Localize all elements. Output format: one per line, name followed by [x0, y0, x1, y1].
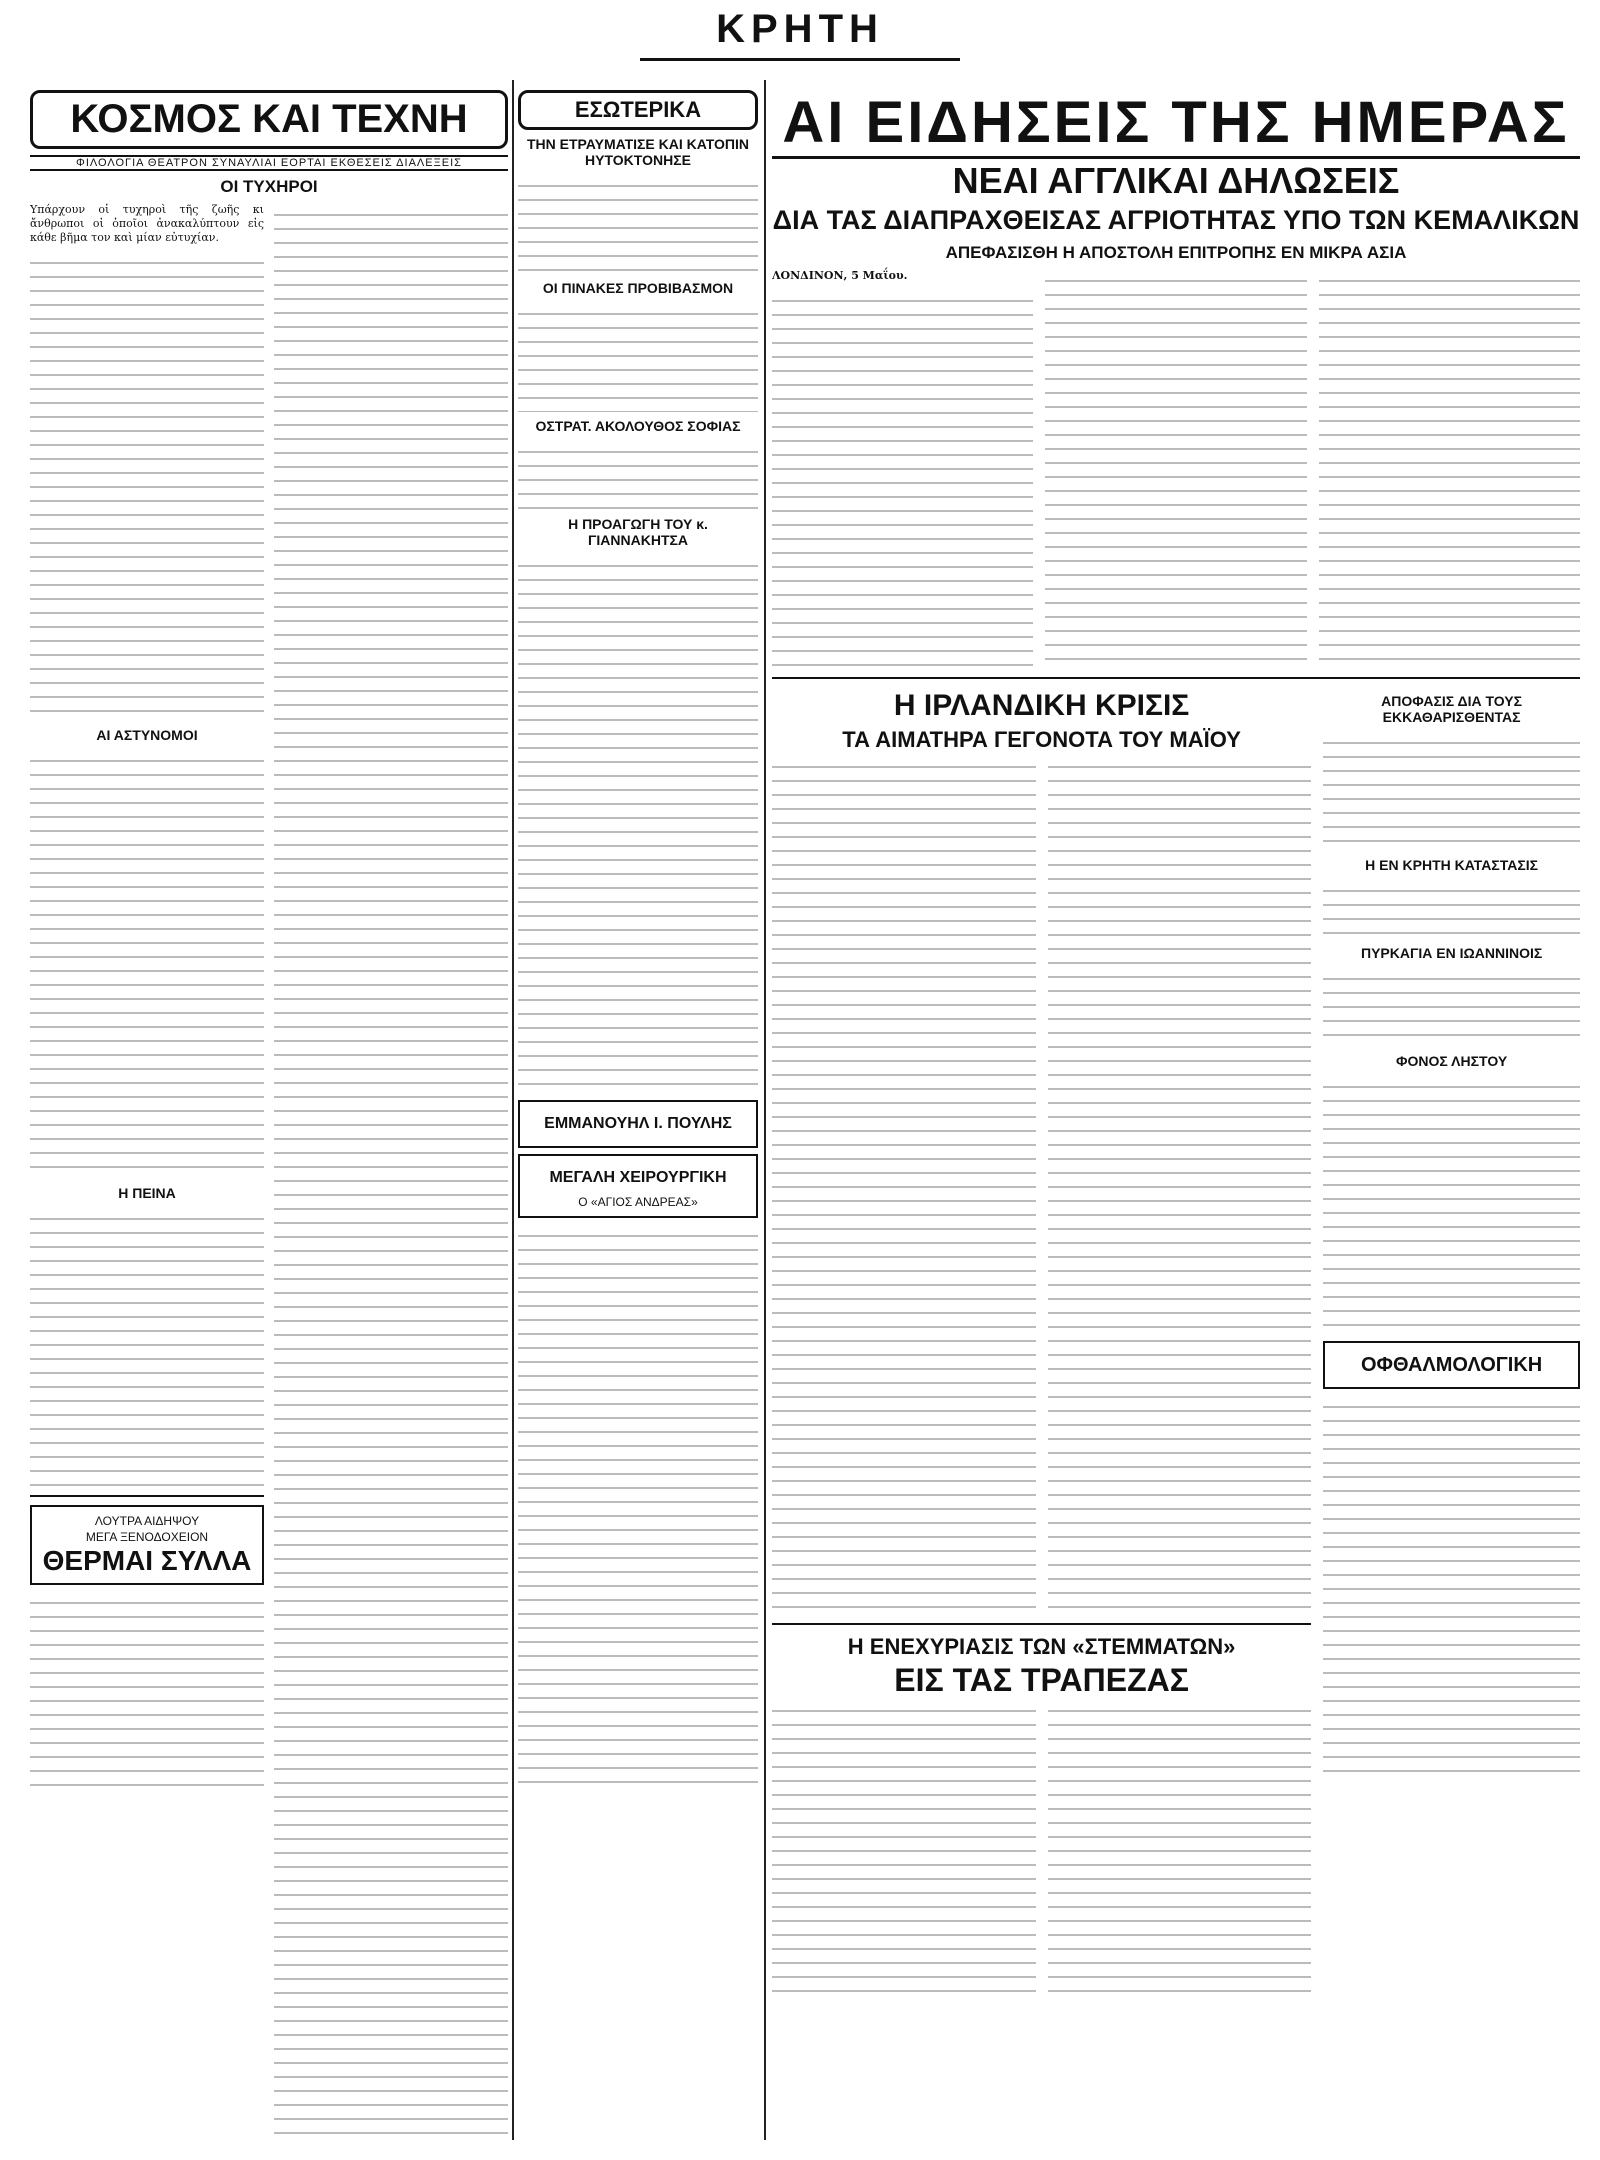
article-text-block — [1323, 1075, 1580, 1335]
article-text-block — [30, 251, 264, 721]
article-text-block — [518, 1224, 758, 1784]
advertisement: ΟΦΘΑΛΜΟΛΟΓΙΚΗ — [1323, 1341, 1580, 1389]
article-text-block — [30, 1591, 264, 1791]
article-text-block — [30, 749, 264, 1179]
headline: Η ΙΡΛΑΝΔΙΚΗ ΚΡΙΣΙΣ — [893, 689, 1190, 722]
article-text-block — [518, 554, 758, 1094]
article-text-block — [1045, 269, 1306, 669]
article-title: ΦΟΝΟΣ ΛΗΣΤΟΥ — [1396, 1053, 1508, 1069]
article-text-block — [274, 203, 508, 2140]
article-title: ΠΥΡΚΑΓΙΑ ΕΝ ΙΩΑΝΝΙΝΟΙΣ — [1360, 945, 1543, 961]
article-title: Η ΕΝ ΚΡΗΤΗ ΚΑΤΑΣΤΑΣΙΣ — [1365, 857, 1539, 873]
article-text-block — [1323, 967, 1580, 1047]
column-news — [772, 90, 1580, 2140]
article-title: ΟΣΤΡΑΤ. ΑΚΟΛΟΥΘΟΣ ΣΟΦΙΑΣ — [535, 418, 741, 434]
section-subtitle: ΦΙΛΟΛΟΓΙΑ ΘΕΑΤΡΟΝ ΣΥΝΑΥΛΙΑΙ ΕΟΡΤΑΙ ΕΚΘΕΣΕΙΣ ΔΙΑΛΕΞΕΙΣ — [30, 155, 508, 171]
article-title: ΑΠΟΦΑΣΙΣ ΔΙΑ ΤΟΥΣ ΕΚΚΑΘΑΡΙΣΘΕΝΤΑΣ — [1381, 693, 1523, 725]
main-headline: ΑΙ ΕΙΔΗΣΕΙΣ ΤΗΣ ΗΜΕΡΑΣ — [772, 90, 1580, 159]
article-text-block — [1048, 755, 1312, 1615]
article-text: Υπάρχουν οἱ τυχηροὶ τῆς ζωῆς κι ἄνθρωποι οἱ ὁποῖοι ἀνακαλύπτουν εἰς κάθε βῆμα τον καὶ μίαν εὐτυχίαν. — [30, 203, 264, 244]
article-title: ΑΙ ΑΣΤΥΝΟΜΟΙ — [96, 727, 198, 743]
article-text-block — [1323, 731, 1580, 851]
headline: ΝΕΑΙ ΑΓΓΛΙΚΑΙ ΔΗΛΩΣΕΙΣ — [952, 160, 1400, 201]
masthead: ΚΡΗΤΗ — [640, 0, 960, 61]
advertisement: ΕΜΜΑΝΟΥΗΛ Ι. ΠΟΥΛΗΣ — [518, 1100, 758, 1148]
section-title: ΚΟΣΜΟΣ ΚΑΙ ΤΕΧΝΗ — [30, 90, 508, 149]
advertisement: ΛΟΥΤΡΑ ΑΙΔΗΨΟΥ ΜΕΓΑ ΞΕΝΟΔΟΧΕΙΟΝ ΘΕΡΜΑΙ ΣΥΛΛΑ — [30, 1505, 264, 1585]
headline: Η ΕΝΕΧΥΡΙΑΣΙΣ ΤΩΝ «ΣΤΕΜΜΑΤΩΝ» — [847, 1634, 1236, 1659]
article-text-block — [518, 440, 758, 510]
column-rule — [512, 80, 514, 2140]
advertisement: ΜΕΓΑΛΗ ΧΕΙΡΟΥΡΓΙΚΗ Ο «ΑΓΙΟΣ ΑΝΔΡΕΑΣ» — [518, 1154, 758, 1218]
headline: ΤΑ ΑΙΜΑΤΗΡΑ ΓΕΓΟΝΟΤΑ ΤΟΥ ΜΑΪΟΥ — [842, 727, 1241, 752]
article-text-block — [772, 289, 1033, 669]
article-text-block — [1319, 269, 1580, 669]
article-title: ΤΗΝ ΕΤΡΑΥΜΑΤΙΣΕ ΚΑΙ ΚΑΤΟΠΙΝ ΗΥΤΟΚΤΟΝΗΣΕ — [526, 136, 750, 168]
column-rule — [764, 80, 766, 2140]
article-text-block — [772, 1699, 1036, 1999]
article-text-block — [518, 302, 758, 412]
column-culture — [30, 90, 508, 2140]
article-text-block — [772, 755, 1036, 1615]
article-text-block — [518, 174, 758, 274]
article-title: Η ΠΕΙΝΑ — [118, 1185, 176, 1201]
article-text-block — [1323, 879, 1580, 939]
article-title: ΟΙ ΠΙΝΑΚΕΣ ΠΡΟΒΙΒΑΣΜΟΝ — [542, 280, 734, 296]
column-domestic — [518, 90, 758, 2140]
headline: ΔΙΑ ΤΑΣ ΔΙΑΠΡΑΧΘΕΙΣΑΣ ΑΓΡΙΟΤΗΤΑΣ ΥΠΟ ΤΩΝ ΚΕΜΑΛΙΚΩΝ — [772, 205, 1580, 235]
article-title: Η ΠΡΟΑΓΩΓΗ ΤΟΥ κ. ΓΙΑΝΝΑΚΗΤΣΑ — [568, 516, 708, 548]
dateline: ΛΟΝΔΙΝΟΝ, 5 Μαΐου. — [772, 269, 908, 282]
article-text-block — [1048, 1699, 1312, 1999]
headline: ΑΠΕΦΑΣΙΣΘΗ Η ΑΠΟΣΤΟΛΗ ΕΠΙΤΡΟΠΗΣ ΕΝ ΜΙΚΡΑ ΑΣΙΑ — [945, 243, 1407, 262]
article-text-block — [1323, 1395, 1580, 1775]
article-title: ΟΙ ΤΥΧΗΡΟΙ — [220, 177, 318, 196]
headline: ΕΙΣ ΤΑΣ ΤΡΑΠΕΖΑΣ — [894, 1662, 1189, 1698]
section-title: ΕΣΩΤΕΡΙΚΑ — [518, 90, 758, 130]
article-text-block — [30, 1207, 264, 1487]
